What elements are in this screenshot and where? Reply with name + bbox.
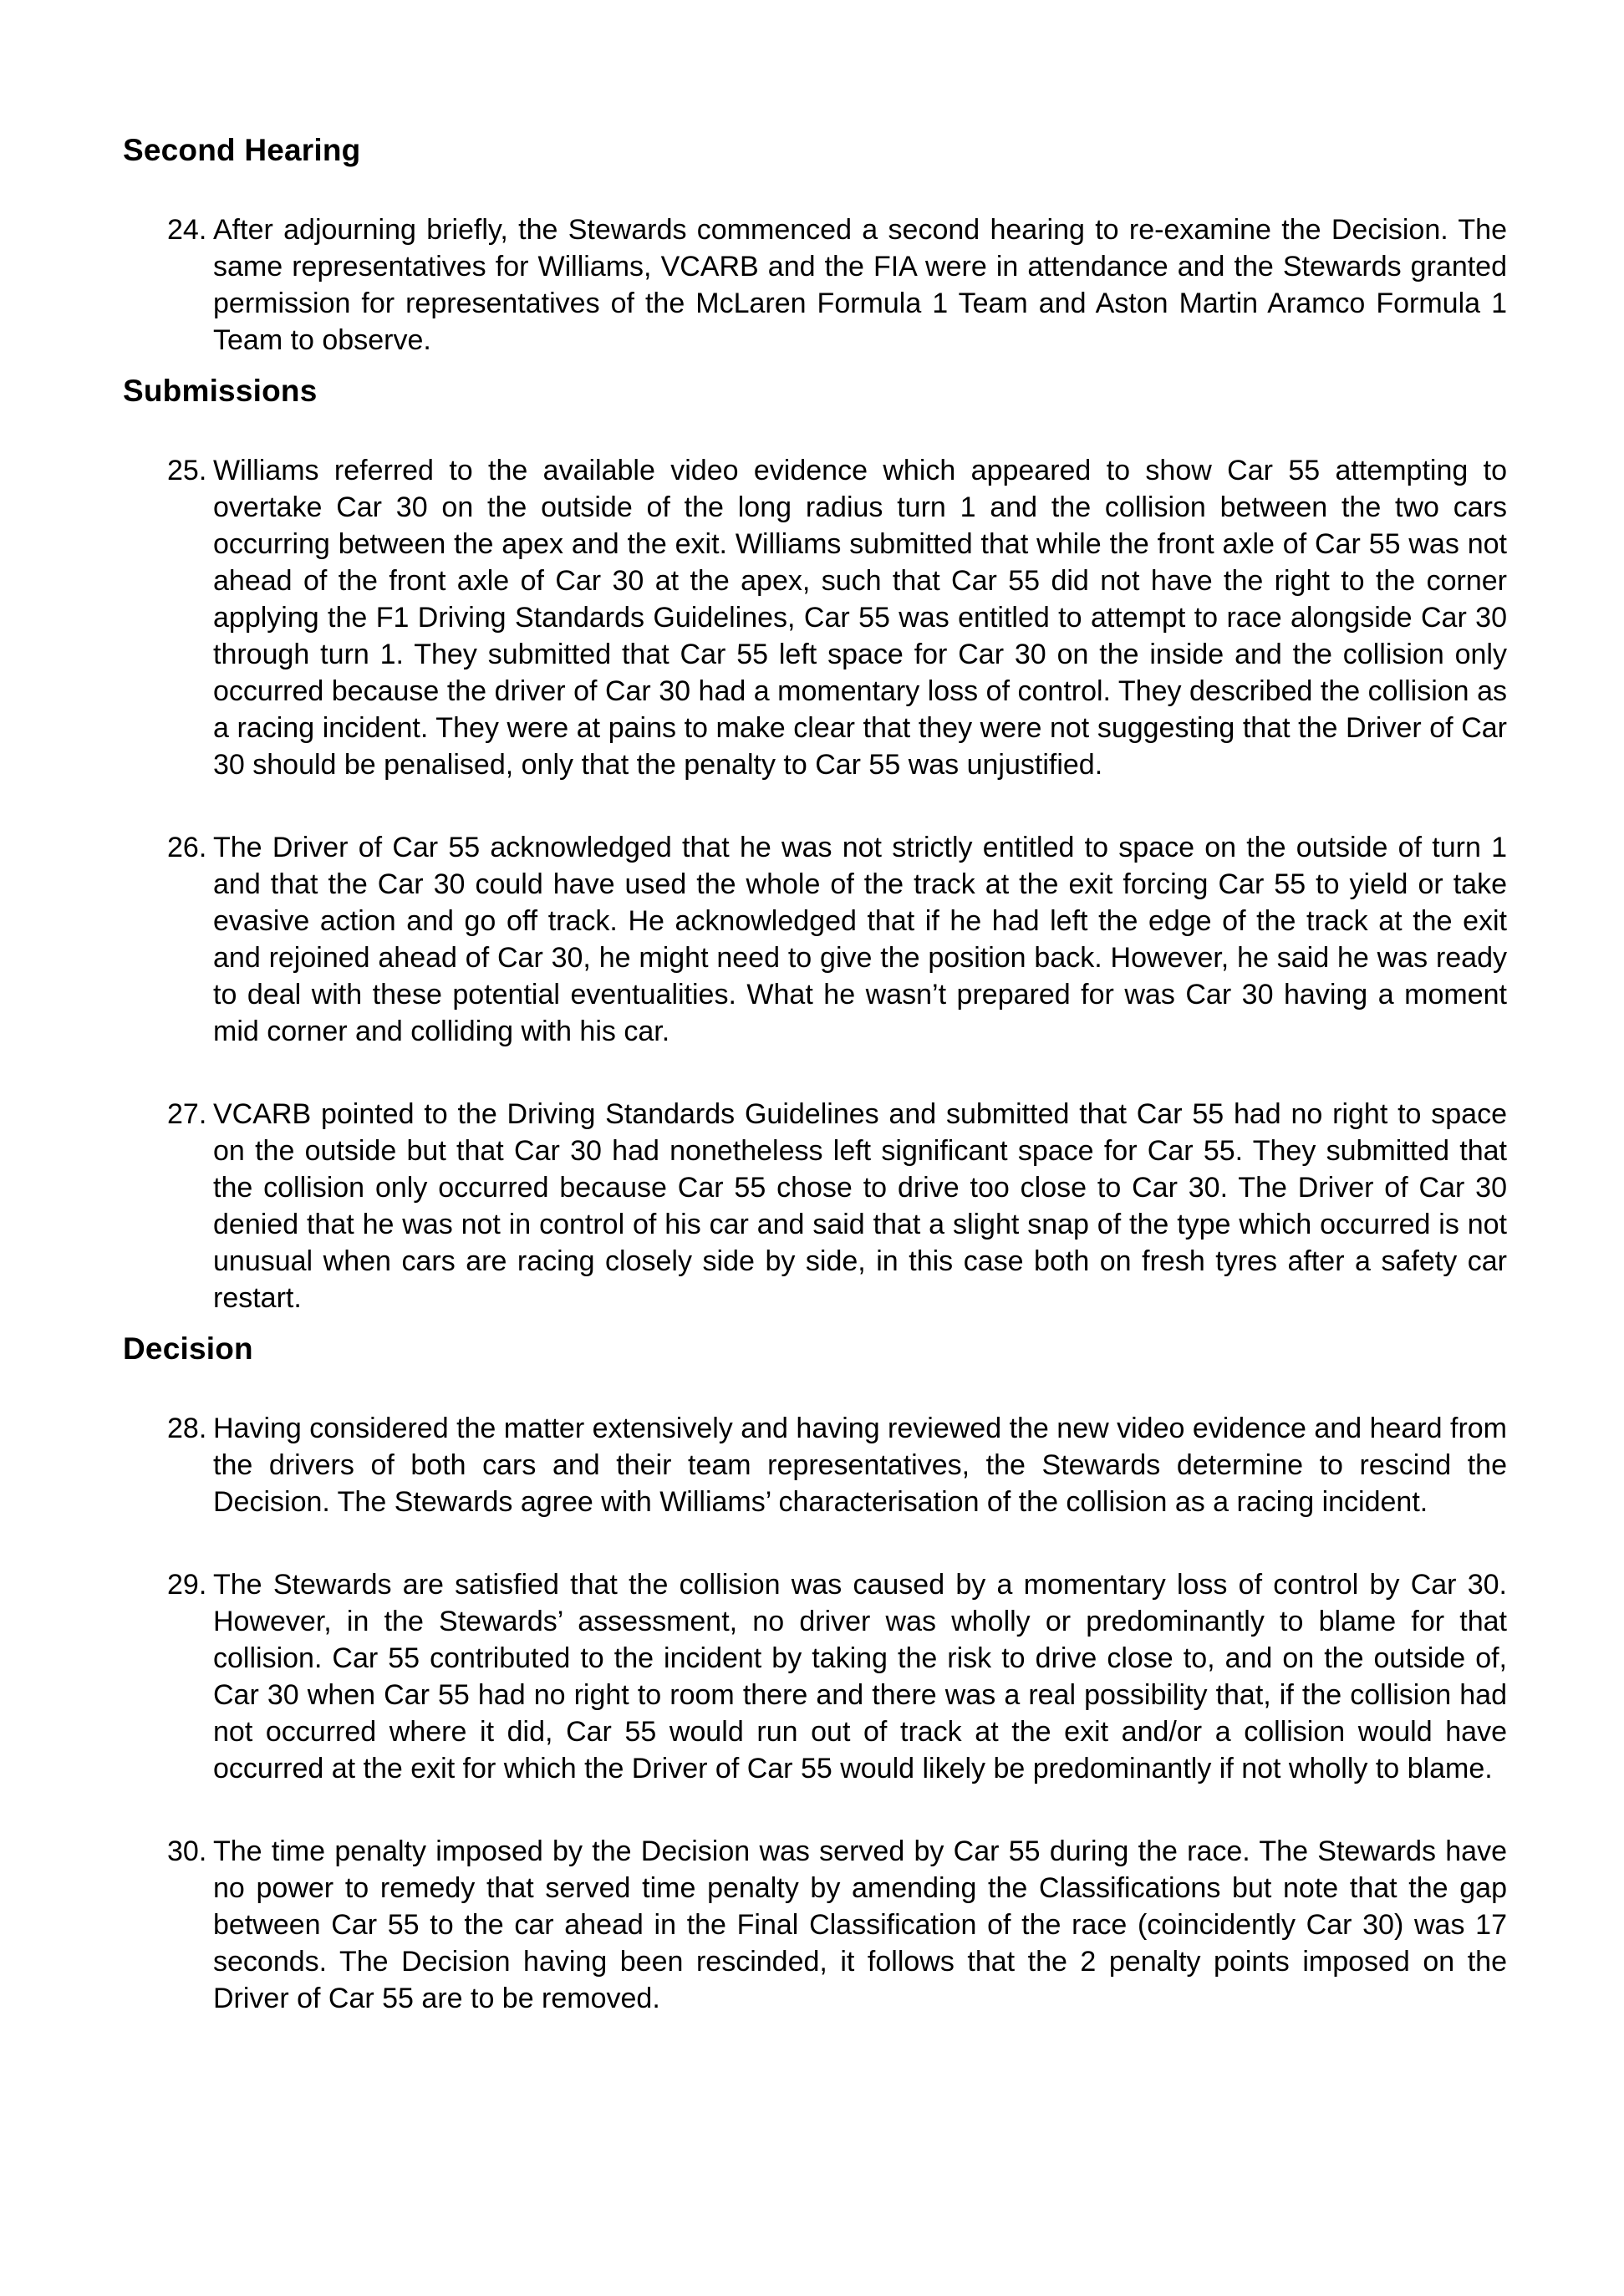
list-item-28 xyxy=(123,1410,1507,1520)
list-item-number: 26. xyxy=(167,832,207,863)
list-item-text: After adjourning briefly, the Stewards commenced a second hearing to re-examine the Decision. The same representatives for Williams, VCARB and the FIA were in attendance and the Stewards granted permission for representatives of the McLaren Formula 1 Team and Aston Martin Aramco Formula 1 Team to observe. xyxy=(213,214,1507,356)
list-item-24 xyxy=(123,211,1507,359)
heading-submissions: Submissions xyxy=(123,374,318,408)
list-item-text: Williams referred to the available video evidence which appeared to show Car 55 attempting to overtake Car 30 on the outside of the long radius turn 1 and the collision between the two cars occurring between the apex and the exit. Williams submitted that while the front axle of Car 55 was not ahead of the front axle of Car 30 at the apex, such that Car 55 did not have the right to the corner applying the F1 Driving Standards Guidelines, Car 55 was entitled to attempt to race alongside Car 30 through turn 1. They submitted that Car 55 left space for Car 30 on the inside and the collision only occurred because the driver of Car 30 had a momentary loss of control. They described the collision as a racing incident. They were at pains to make clear that they were not suggesting that the Driver of Car 30 should be penalised, only that the penalty to Car 55 was unjustified. xyxy=(213,455,1507,781)
list-item-25 xyxy=(123,452,1507,783)
heading-second-hearing: Second Hearing xyxy=(123,133,361,167)
heading-decision: Decision xyxy=(123,1331,253,1366)
list-item-number: 27. xyxy=(167,1098,207,1130)
list-item-text: The Driver of Car 55 acknowledged that he was not strictly entitled to space on the outside of turn 1 and that the Car 30 could have used the whole of the track at the exit forcing Car 55 to yield or take evasive action and go off track. He acknowledged that if he had left the edge of the track at the exit and rejoined ahead of Car 30, he might need to give the position back. However, he said he was ready to deal with these potential eventualities. What he wasn’t prepared for was Car 30 having a moment mid corner and colliding with his car. xyxy=(213,832,1507,1047)
list-item-27 xyxy=(123,1096,1507,1316)
list-item-number: 25. xyxy=(167,455,207,486)
list-item-number: 28. xyxy=(167,1413,207,1444)
list-item-text: The Stewards are satisfied that the collision was caused by a momentary loss of control by Car 30. However, in the Stewards’ assessment, no driver was wholly or predominantly to blame for that collision. Car 55 contributed to the incident by taking the risk to drive close to, and on the outside of, Car 30 when Car 55 had no right to room there and there was a real possibility that, if the collision had not occurred where it did, Car 55 would run out of track at the exit and/or a collision would have occurred at the exit for which the Driver of Car 55 would likely be predominantly if not wholly to blame. xyxy=(213,1569,1507,1784)
list-item-29 xyxy=(123,1566,1507,1787)
list-item-text: VCARB pointed to the Driving Standards Guidelines and submitted that Car 55 had no right to space on the outside but that Car 30 had nonetheless left significant space for Car 55. They submitted that the collision only occurred because Car 55 chose to drive too close to Car 30. The Driver of Car 30 denied that he was not in control of his car and said that a slight snap of the type which occurred is not unusual when cars are racing closely side by side, in this case both on fresh tyres after a safety car restart. xyxy=(213,1098,1507,1314)
list-item-26 xyxy=(123,829,1507,1050)
list-item-text: Having considered the matter extensively and having reviewed the new video evidence and heard from the drivers of both cars and their team representatives, the Stewards determine to rescind the Decision. The Stewards agree with Williams’ characterisation of the collision as a racing incident. xyxy=(213,1413,1507,1518)
list-item-number: 29. xyxy=(167,1569,207,1601)
list-item-number: 30. xyxy=(167,1835,207,1867)
list-item-30 xyxy=(123,1833,1507,2017)
list-item-text: The time penalty imposed by the Decision was served by Car 55 during the race. The Stewards have no power to remedy that served time penalty by amending the Classifications but note that the gap between Car 55 to the car ahead in the Final Classification of the race (coincidently Car 30) was 17 seconds. The Decision having been rescinded, it follows that the 2 penalty points imposed on the Driver of Car 55 are to be removed. xyxy=(213,1835,1507,2014)
list-item-number: 24. xyxy=(167,214,207,246)
